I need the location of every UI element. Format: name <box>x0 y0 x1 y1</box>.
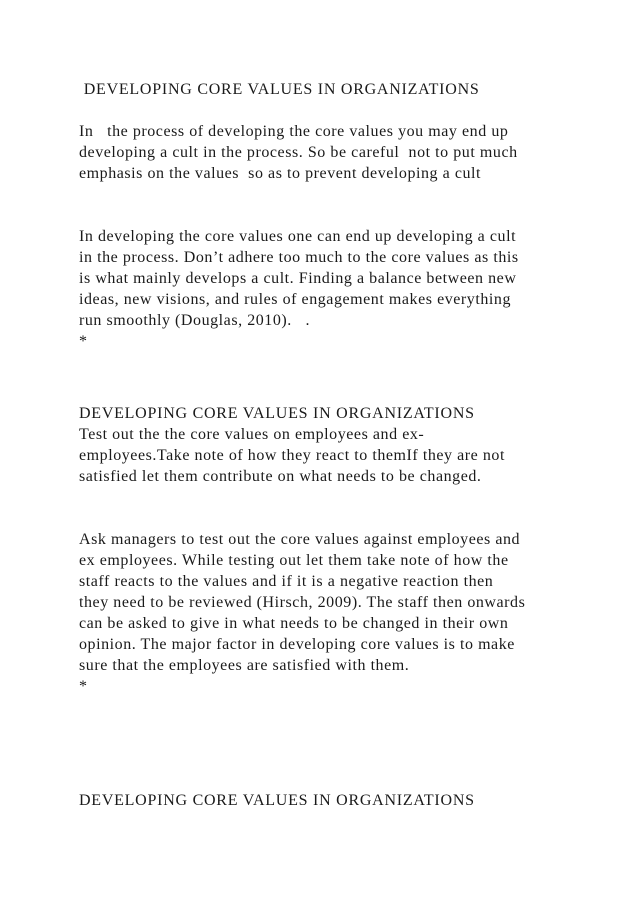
section-1-body-line-1: In developing the core values one can end up developing a cult <box>79 228 517 245</box>
section-2-intro-line-1: Test out the the core values on employees and ex- <box>79 426 425 443</box>
section-2-body-line-5: can be asked to give in what needs to be changed in their own <box>79 615 509 632</box>
section-1-intro-line-3: emphasis on the values so as to prevent developing a cult <box>79 165 482 182</box>
section-2-marker: * <box>79 678 88 695</box>
section-2-intro-line-2: employees.Take note of how they react to themIf they are not <box>79 447 505 464</box>
section-2-body-line-1: Ask managers to test out the core values against employees and <box>79 531 521 548</box>
section-2-body-line-4: they need to be reviewed (Hirsch, 2009). The staff then onwards <box>79 594 526 611</box>
section-1-intro-line-2: developing a cult in the process. So be careful not to put much <box>79 144 518 161</box>
section-1-heading: DEVELOPING CORE VALUES IN ORGANIZATIONS <box>79 81 480 98</box>
section-1-intro-line-1: In the process of developing the core values you may end up <box>79 123 509 140</box>
section-3-heading: DEVELOPING CORE VALUES IN ORGANIZATIONS <box>79 792 475 809</box>
section-2-body-line-7: sure that the employees are satisfied with them. <box>79 657 410 674</box>
section-2-heading: DEVELOPING CORE VALUES IN ORGANIZATIONS <box>79 405 475 422</box>
section-2-body-line-2: ex employees. While testing out let them take note of how the <box>79 552 509 569</box>
section-2-body-line-3: staff reacts to the values and if it is a negative reaction then <box>79 573 494 590</box>
section-2-intro-line-3: satisfied let them contribute on what needs to be changed. <box>79 468 482 485</box>
section-1-body-line-3: is what mainly develops a cult. Finding a balance between new <box>79 270 517 287</box>
section-2-body-line-6: opinion. The major factor in developing core values is to make <box>79 636 515 653</box>
section-1-body-line-5: run smoothly (Douglas, 2010). . <box>79 312 311 329</box>
section-1-body-line-4: ideas, new visions, and rules of engagement makes everything <box>79 291 511 308</box>
section-1-marker: * <box>79 333 88 350</box>
section-1-body-line-2: in the process. Don’t adhere too much to the core values as this <box>79 249 519 266</box>
